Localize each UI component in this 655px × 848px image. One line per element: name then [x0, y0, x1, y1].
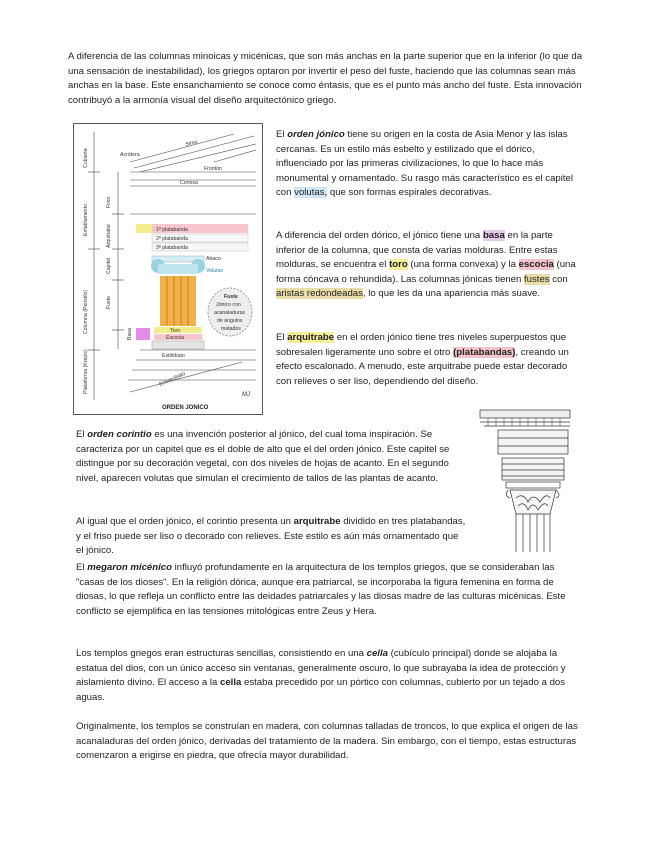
intro-paragraph: A diferencia de las columnas minoicas y micénicas, que son más anchas en la parte superior que en la inferior (lo que da una sensación de inestabilidad), los griegos optaron por invertir el peso del fuste, haciendo que las columnas sean más anchas en la base. Este ensanchamiento se conoce como éntasis, que es el punto más ancho del fuste. Esta innovación contribuyó a la armonía visual del diseño arquitectónico griego.: [68, 51, 583, 106]
callout-line-4: de ángulos: [217, 318, 243, 324]
ionic-order-diagram: [73, 123, 263, 415]
jonico-paragraph-2: A diferencia del orden dórico, el jónico tiene una basa en la parte inferior de la columna, que consta de varias molduras. Entre estas molduras, se encuentra el toro (una forma convexa) y la escocia (una forma cóncava o rehundida). Las columnas jónicas tienen fustes con aristas redondeadas, lo que les da una apariencia más suave.: [276, 230, 576, 300]
diagram-caption: ORDEN JONICO: [162, 405, 209, 411]
label-entablamento: Entablamento: [83, 203, 89, 236]
label-platabanda-2: 2ª platabanda: [156, 236, 188, 242]
label-abaco: Abaco: [206, 256, 221, 262]
label-toro: Toro: [170, 328, 181, 334]
label-platabanda-3: 3ª platabanda: [156, 245, 188, 251]
corintio-paragraph-1: El orden corintio es una invención posterior al jónico, del cual toma inspiración. Se caracteriza por un capitel que es el doble de alto que el del orden jónico. Este capitel se distingue por su decoración vegetal, con dos niveles de hojas de acanto. En el segundo nivel, aparecen volutas que simulan el crecimiento de tallos de las plantas de acanto.: [76, 429, 450, 484]
column-shaft-shape: [160, 276, 196, 326]
label-plataforma: Plataforma (Krepis): [83, 349, 89, 394]
label-estereobato: Estereóbato: [158, 370, 187, 388]
label-cornisa: Cornisa: [180, 180, 198, 186]
label-acrotera: Acrótera: [120, 152, 140, 158]
label-friso: Friso: [106, 196, 112, 208]
corintio-paragraph-2: Al igual que el orden jónico, el corintio presenta un arquitrabe dividido en tres platabandas, y el friso puede ser liso o decorado con relieves. Este estilo es aún más ornamentado que el jónico.: [76, 516, 466, 557]
label-escocia: Escocia: [166, 335, 185, 341]
basa-highlight: [136, 328, 150, 340]
arquitrabe-highlight: [136, 224, 152, 233]
label-columna: Columna (Peristilo): [83, 289, 89, 334]
label-arquitrabe: Arquitrabe: [106, 224, 112, 248]
megaron-paragraph: El megaron micénico influyó profundamente en la arquitectura de los templos griegos, que se consideraban las "casas de los dioses". En la religión dórica, aunque era patriarcal, se incorporaba la figura femenina en forma de diosas, lo que refleja un conflicto entre las deidades patriarcales y las diosas madre de las culturas micénicas. Este conflicto se ejemplifica en las tensiones mitológicas entre Zeus y Hera.: [76, 562, 566, 617]
madera-paragraph: Originalmente, los templos se construían en madera, con columnas talladas de troncos, lo que explica el origen de las acanaladuras del orden jónico, derivadas del tratamiento de la madera. Sin embargo, con el tiempo, estas estructuras comenzaron a erigirse en piedra, que ofrecía mayor durabilidad.: [76, 721, 578, 762]
label-capitel: Capitel: [106, 257, 112, 274]
label-fuste: Fuste: [106, 296, 112, 309]
callout-line-5: matados: [221, 326, 241, 332]
label-fronton: Frontón: [204, 166, 222, 172]
jonico-paragraph-3: El arquitrabe en el orden jónico tiene tres niveles superpuestos que sobresalen ligeramente uno sobre el otro (platabandas), creando un efecto escalonado. A menudo, este arquitrabe puede estar decorado con relieves o ser liso, dependiendo del diseño.: [276, 332, 569, 387]
callout-line-3: acanaladuras: [214, 310, 246, 316]
callout-line-1: Fuste: [224, 294, 238, 300]
label-sima: Sima: [185, 139, 198, 148]
signature-mark: MJ: [242, 392, 250, 398]
corinthian-drawing: [476, 406, 572, 556]
label-basa: Basa: [127, 328, 133, 340]
label-volutas: Volutas: [206, 268, 224, 274]
ionic-order-drawing: [74, 124, 262, 414]
jonico-paragraph-1: El orden jónico tiene su origen en la costa de Asia Menor y las islas cercanas. Es un estilo más esbelto y estilizado que el dórico, influenciado por las primeras civilizaciones, lo que lo hace más monumental y ornamentado. Su rasgo más característico es el capitel con volutas, que son formas espirales decorativas.: [276, 129, 574, 199]
templos-paragraph: Los templos griegos eran estructuras sencillas, consistiendo en una cella (cubículo principal) donde se alojaba la estatua del dios, con un único acceso sin ventanas, generalmente oscuro, lo que subrayaba la idea de protección y aislamiento divino. El acceso a la cella estaba precedido por un pórtico con columnas, cubierto por un tejado a dos aguas.: [76, 648, 566, 703]
callout-line-2: Jónico con: [216, 302, 241, 308]
label-platabanda-1: 1ª platabanda: [156, 227, 188, 233]
corinthian-capital-engraving: [476, 406, 572, 556]
label-estilobato: Estilóbato: [162, 353, 185, 359]
label-cubierta: Cubierta: [83, 148, 89, 168]
